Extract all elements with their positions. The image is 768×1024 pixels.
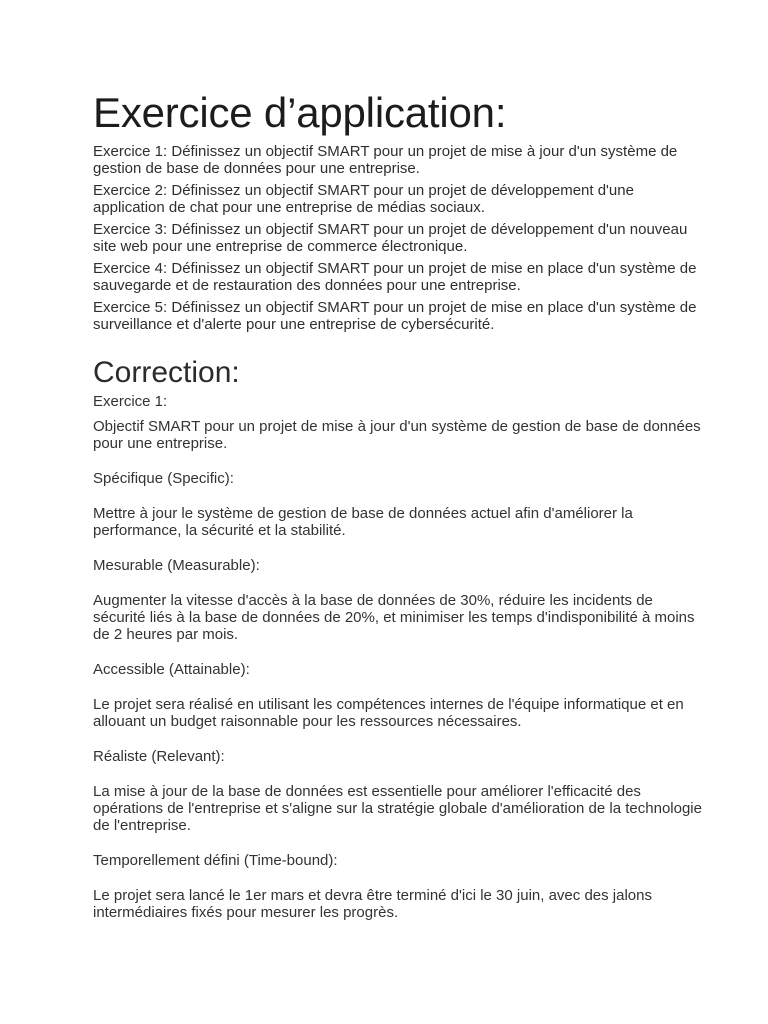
section-measurable — [93, 557, 708, 643]
section-heading: Temporellement défini (Time-bound): — [93, 852, 338, 869]
section-attainable — [93, 661, 708, 730]
section-body: Le projet sera réalisé en utilisant les compétences internes de l'équipe informatique et en allouant un budget raisonnable pour les ressources nécessaires. — [93, 696, 684, 730]
section-relevant — [93, 748, 708, 834]
exercise-item-2: Exercice 2: Définissez un objectif SMART pour un projet de développement d'une application de chat pour une entreprise de médias sociaux. — [93, 182, 634, 216]
section-heading: Réaliste (Relevant): — [93, 748, 225, 765]
exercise-item-4: Exercice 4: Définissez un objectif SMART pour un projet de mise en place d'un système de sauvegarde et de restauration des données pour une entreprise. — [93, 260, 697, 294]
section-heading: Mesurable (Measurable): — [93, 557, 260, 574]
section-heading: Spécifique (Specific): — [93, 470, 234, 487]
correction-intro: Objectif SMART pour un projet de mise à jour d'un système de gestion de base de données pour une entreprise. — [93, 418, 701, 452]
exercise-item-5: Exercice 5: Définissez un objectif SMART pour un projet de mise en place d'un système de surveillance et d'alerte pour une entreprise de cybersécurité. — [93, 299, 697, 333]
section-body: Augmenter la vitesse d'accès à la base de données de 30%, réduire les incidents de sécurité liés à la base de données de 20%, et minimiser les temps d'indisponibilité à moins de 2 heures par mois. — [93, 592, 695, 643]
correction-heading: Correction: — [93, 356, 240, 389]
exercise-list — [93, 143, 708, 333]
section-heading: Accessible (Attainable): — [93, 661, 250, 678]
page-title: Exercice d’application: — [93, 89, 507, 136]
section-specific — [93, 470, 708, 539]
exercise-item-3: Exercice 3: Définissez un objectif SMART pour un projet de développement d'un nouveau site web pour une entreprise de commerce électronique. — [93, 221, 688, 255]
section-time-bound — [93, 852, 708, 921]
section-body: Le projet sera lancé le 1er mars et devra être terminé d'ici le 30 juin, avec des jalons intermédiaires fixés pour mesurer les progrès. — [93, 887, 652, 921]
section-body: La mise à jour de la base de données est essentielle pour améliorer l'efficacité des opérations de l'entreprise et s'aligne sur la stratégie globale d'amélioration de la technologie de l'entreprise. — [93, 783, 702, 834]
correction-exercise-label: Exercice 1: — [93, 393, 168, 410]
exercise-item-1: Exercice 1: Définissez un objectif SMART pour un projet de mise à jour d'un système de gestion de base de données pour une entreprise. — [93, 143, 678, 177]
section-body: Mettre à jour le système de gestion de base de données actuel afin d'améliorer la performance, la sécurité et la stabilité. — [93, 505, 633, 539]
